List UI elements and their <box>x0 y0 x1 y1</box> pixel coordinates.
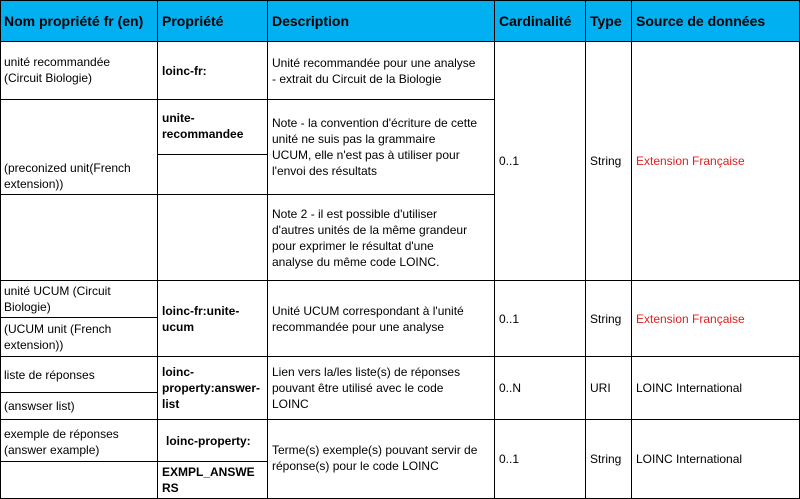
row1-propriete-1: loinc-fr: <box>158 42 268 100</box>
row3-propriete: loinc- property:answer- list <box>158 357 268 420</box>
header-source: Source de données <box>632 0 800 42</box>
row1-description-3: Note 2 - il est possible d'utiliser d'autres unités de la même grandeur pour exprimer le résultat d'une analyse du même code LOINC. <box>268 195 495 281</box>
row4-nom-empty <box>0 462 158 499</box>
row1-nom-empty <box>0 195 158 281</box>
row2-source: Extension Française <box>632 281 800 357</box>
row4-nom-fr: exemple de réponses (answer example) <box>0 420 158 462</box>
row3-nom-fr: liste de réponses <box>0 357 158 393</box>
header-cardinalite: Cardinalité <box>495 0 586 42</box>
header-description: Description <box>268 0 495 42</box>
row3-type: URI <box>586 357 632 420</box>
row3-description: Lien vers la/les liste(s) de réponses pouvant être utilisé avec le code LOINC <box>268 357 495 420</box>
header-nom: Nom propriété fr (en) <box>0 0 158 42</box>
row1-cardinalite: 0..1 <box>495 42 586 281</box>
row4-cardinalite: 0..1 <box>495 420 586 499</box>
row2-nom-en: (UCUM unit (French extension)) <box>0 318 158 357</box>
row4-source: LOINC International <box>632 420 800 499</box>
row3-cardinalite: 0..N <box>495 357 586 420</box>
row1-propriete-empty-2 <box>158 195 268 281</box>
header-type: Type <box>586 0 632 42</box>
row1-propriete-2: unite- recommandee <box>158 100 268 155</box>
row2-propriete: loinc-fr:unite- ucum <box>158 281 268 357</box>
row4-propriete-1: loinc-property: <box>158 420 268 462</box>
row2-nom-fr: unité UCUM (Circuit Biologie) <box>0 281 158 318</box>
row4-propriete-2: EXMPL_ANSWE RS <box>158 462 268 499</box>
row1-description-1: Unité recommandée pour une analyse - extrait du Circuit de la Biologie <box>268 42 495 100</box>
row1-type: String <box>586 42 632 281</box>
row1-nom-en: (preconized unit(French extension)) <box>0 100 158 195</box>
row4-type: String <box>586 420 632 499</box>
row3-source: LOINC International <box>632 357 800 420</box>
row2-cardinalite: 0..1 <box>495 281 586 357</box>
row1-description-2: Note - la convention d'écriture de cette unité ne suis pas la grammaire UCUM, elle n'est pas à utiliser pour l'envoi des résultats <box>268 100 495 195</box>
header-propriete: Propriété <box>158 0 268 42</box>
row2-type: String <box>586 281 632 357</box>
row4-description: Terme(s) exemple(s) pouvant servir de réponse(s) pour le code LOINC <box>268 420 495 499</box>
row1-source: Extension Française <box>632 42 800 281</box>
row3-nom-en: (answser list) <box>0 393 158 420</box>
row1-propriete-empty <box>158 155 268 195</box>
row1-nom-fr: unité recommandée (Circuit Biologie) <box>0 42 158 100</box>
row2-description: Unité UCUM correspondant à l'unité recommandée pour une analyse <box>268 281 495 357</box>
